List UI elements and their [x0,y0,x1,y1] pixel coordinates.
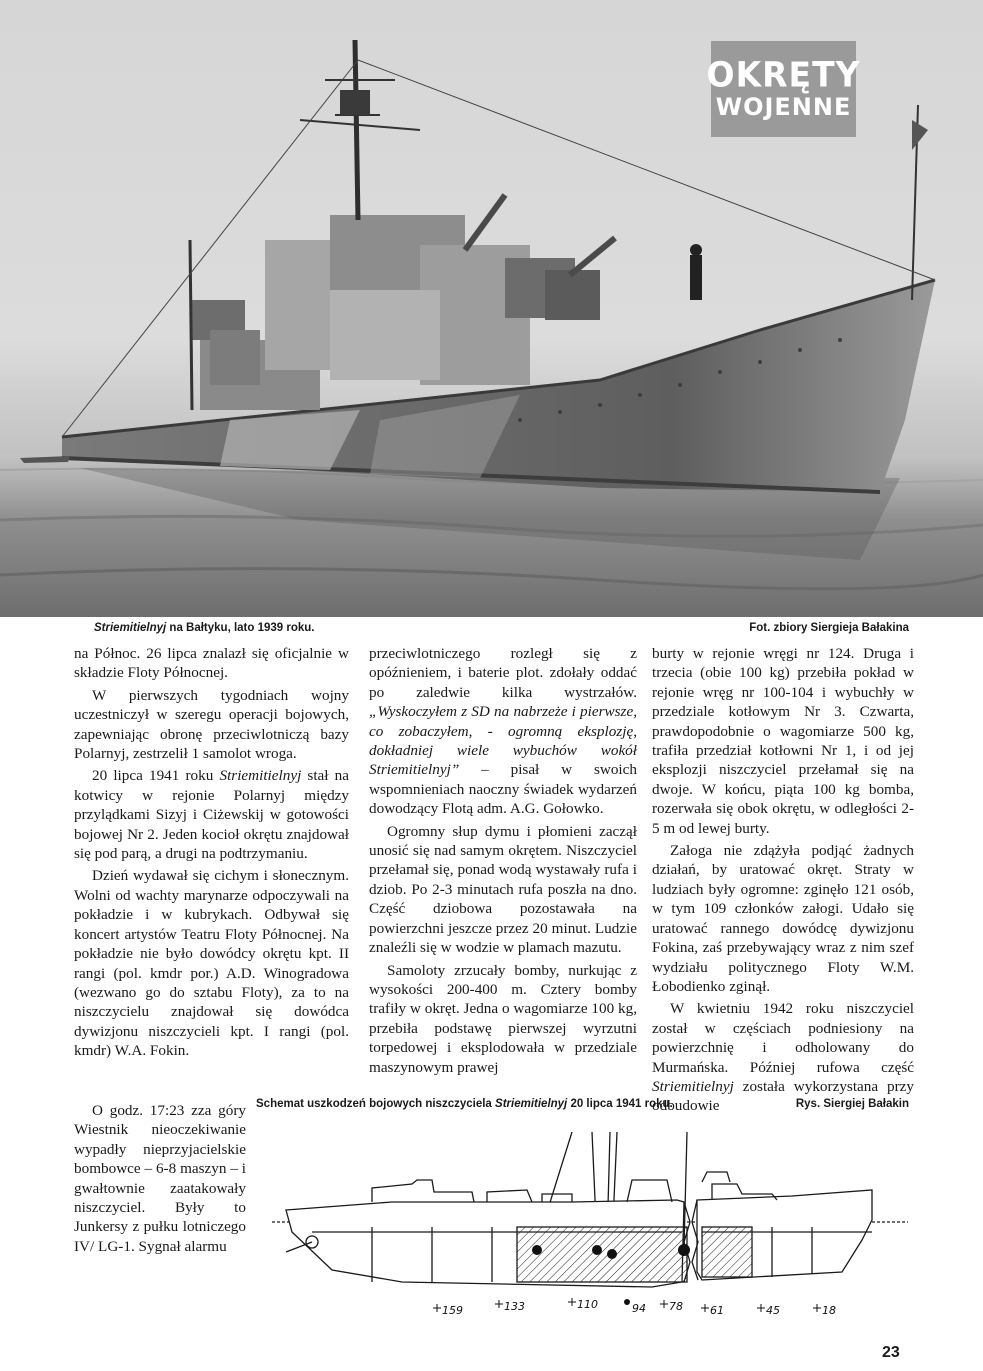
ship-name: Striemitielnyj [652,1077,734,1095]
col2-paragraph-2: Ogromny słup dymu i płomieni zaczął unosić się nad samym okrętem. Niszczyciel przełamał się, ponad wodą wystawały rufa i dziob. Po 2-3 minutach rufa poszła na dno. Część dziobowa pozostawała na powierzchni jeszcze przez 20 minut. Ludzie znaleźli się w wodzie w plamach mazutu. [369,822,637,957]
frame-label: 61 [710,1304,724,1317]
ship-photo [0,0,983,617]
photo-credit: Fot. zbiory Siergieja Bałakina [749,622,909,634]
diagram-caption-ship: Striemitielnyj [495,1098,568,1110]
photo-caption-ship: Striemitielnyj [94,622,167,634]
damage-diagram [272,1132,908,1350]
diagram-credit: Rys. Siergiej Bałakin [795,1098,909,1110]
logo-line-1: OKRĘTY [706,54,861,95]
column-3 [652,644,914,1116]
frame-label: 133 [504,1300,525,1313]
column-1-lower [74,1101,246,1256]
col1-paragraph-5: O godz. 17:23 zza góry Wiestnik nieoczekiwanie wypadły nieprzyjacielskie bombowce – 6-8 maszyn – i gwałtownie zaatakowały niszczyciel. Były to Junkersy z pułku lotniczego IV/ LG-1. Sygnał alarmu [74,1102,246,1255]
col3-paragraph-2: Załoga nie zdążyła podjąć żadnych działań, by uratować okręt. Straty w ludziach były ogromne: zginęło 121 osób, w tym 109 członków załogi. Udało się uratować rannego dowódcę dywizjonu Fokina, zaś przebywający wraz z nim szef wydziału politycznego Floty W.M. Łobodienko zginął. [652,842,914,995]
frame-label: 18 [822,1304,836,1317]
damage-scheme-drawing [272,1132,908,1350]
memoir-quote: „Wyskoczyłem z SD na nabrzeże i pierwsze, co zobaczyłem, - ogromną eksplozję, dokładniej wiele wybuchów wokół Striemitielnyj” [369,703,637,779]
frame-label: 78 [669,1300,683,1313]
ship-name: Striemitielnyj [219,767,302,785]
frame-label: 110 [577,1298,598,1311]
photo-caption-text: na Bałtyku, lato 1939 roku. [166,622,315,634]
diagram-caption: Schemat uszkodzeń bojowych niszczyciela Striemitielnyj 20 lipca 1941 roku. [256,1098,673,1110]
col1-paragraph-1: na Północ. 26 lipca znalazł się oficjalnie w składzie Floty Północnej. [74,645,349,682]
page-number: 23 [882,1344,900,1361]
frame-label: 159 [442,1304,463,1317]
col1-paragraph-3: 20 lipca 1941 roku Striemitielnyj stał na kotwicy w rejonie Polarnyj między przylądkami Sizyj i Ciżewskij w gotowości bojowej Nr 2. Jeden kocioł okrętu znajdował się pod parą, a drugi na podtrzymaniu. [74,767,349,863]
photo-caption [94,622,315,634]
frame-label: 94 [632,1302,646,1315]
col3-paragraph-3: W kwietniu 1942 roku niszczyciel został w częściach podniesiony na powierzchnię i odholowany do Murmańska. Później rufowa część Striemitielnyj została wykorzystana przy odbudowie [652,1000,914,1115]
logo-line-2: WOJENNE [715,93,852,121]
column-2 [369,644,637,1077]
col1-paragraph-4: Dzień wydawał się cichym i słonecznym. Wolni od wachty marynarze odpoczywali na pokładzie i w kubrykach. Odbywał się koncert artystów Teatru Floty Północnej. Na pokładzie nie było dowódcy okrętu kpt. II rangi (pol. kmdr por.) A.D. Winogradowa (wezwano go do sztabu Floty), za to na niszczycielu znajdował się dowódca dywizjonu niszczycieli kpt. I rangi (pol. kmdr) W.A. Fokin. [74,867,349,1060]
column-1 [74,644,349,1061]
magazine-logo [706,41,861,137]
col2-paragraph-3: Samoloty zrzucały bomby, nurkując z wysokości 200-400 m. Cztery bomby trafiły w okręt. Jedna o wagomiarze 100 kg, przebiła podstawę pierwszej wyrzutni torpedowej i eksplodowała w przedziale maszynowym prawej [369,961,637,1076]
col2-paragraph-1: przeciwlotniczego rozległ się z opóźnieniem, i baterie plot. zdołały oddać po zaledwie kilka wystrzałów. „Wyskoczyłem z SD na nabrzeże i pierwsze, co zobaczyłem, - ogromną eksplozję, dokładniej wiele wybuchów wokół Striemitielnyj” – pisał w swoich wspomnieniach naoczny świadek wydarzeń dowodzący Flotą adm. A.G. Gołowko. [369,645,637,818]
col3-paragraph-1: burty w rejonie wręgi nr 124. Druga i trzecia (obie 100 kg) przebiła pokład w rejonie wręg nr 100-104 i wybuchły w przedziale kotłowym Nr 3. Czwarta, prawdopodobnie o wagomiarze 500 kg, trafiła przedział kotłowni Nr 1, i od jej eksplozji niszczyciel przełamał się na dwoje. W końcu, piąta 100 kg bomba, rozerwała się obok okrętu, w odległości 2-5 m od lewej burty. [652,645,914,837]
col1-paragraph-2: W pierwszych tygodniach wojny uczestniczył w szeregu operacji bojowych, zapewniając obronę przeciwlotniczą bazy Polarnyj, zestrzelił 1 samolot wroga. [74,686,349,763]
frame-label: 45 [766,1304,780,1317]
